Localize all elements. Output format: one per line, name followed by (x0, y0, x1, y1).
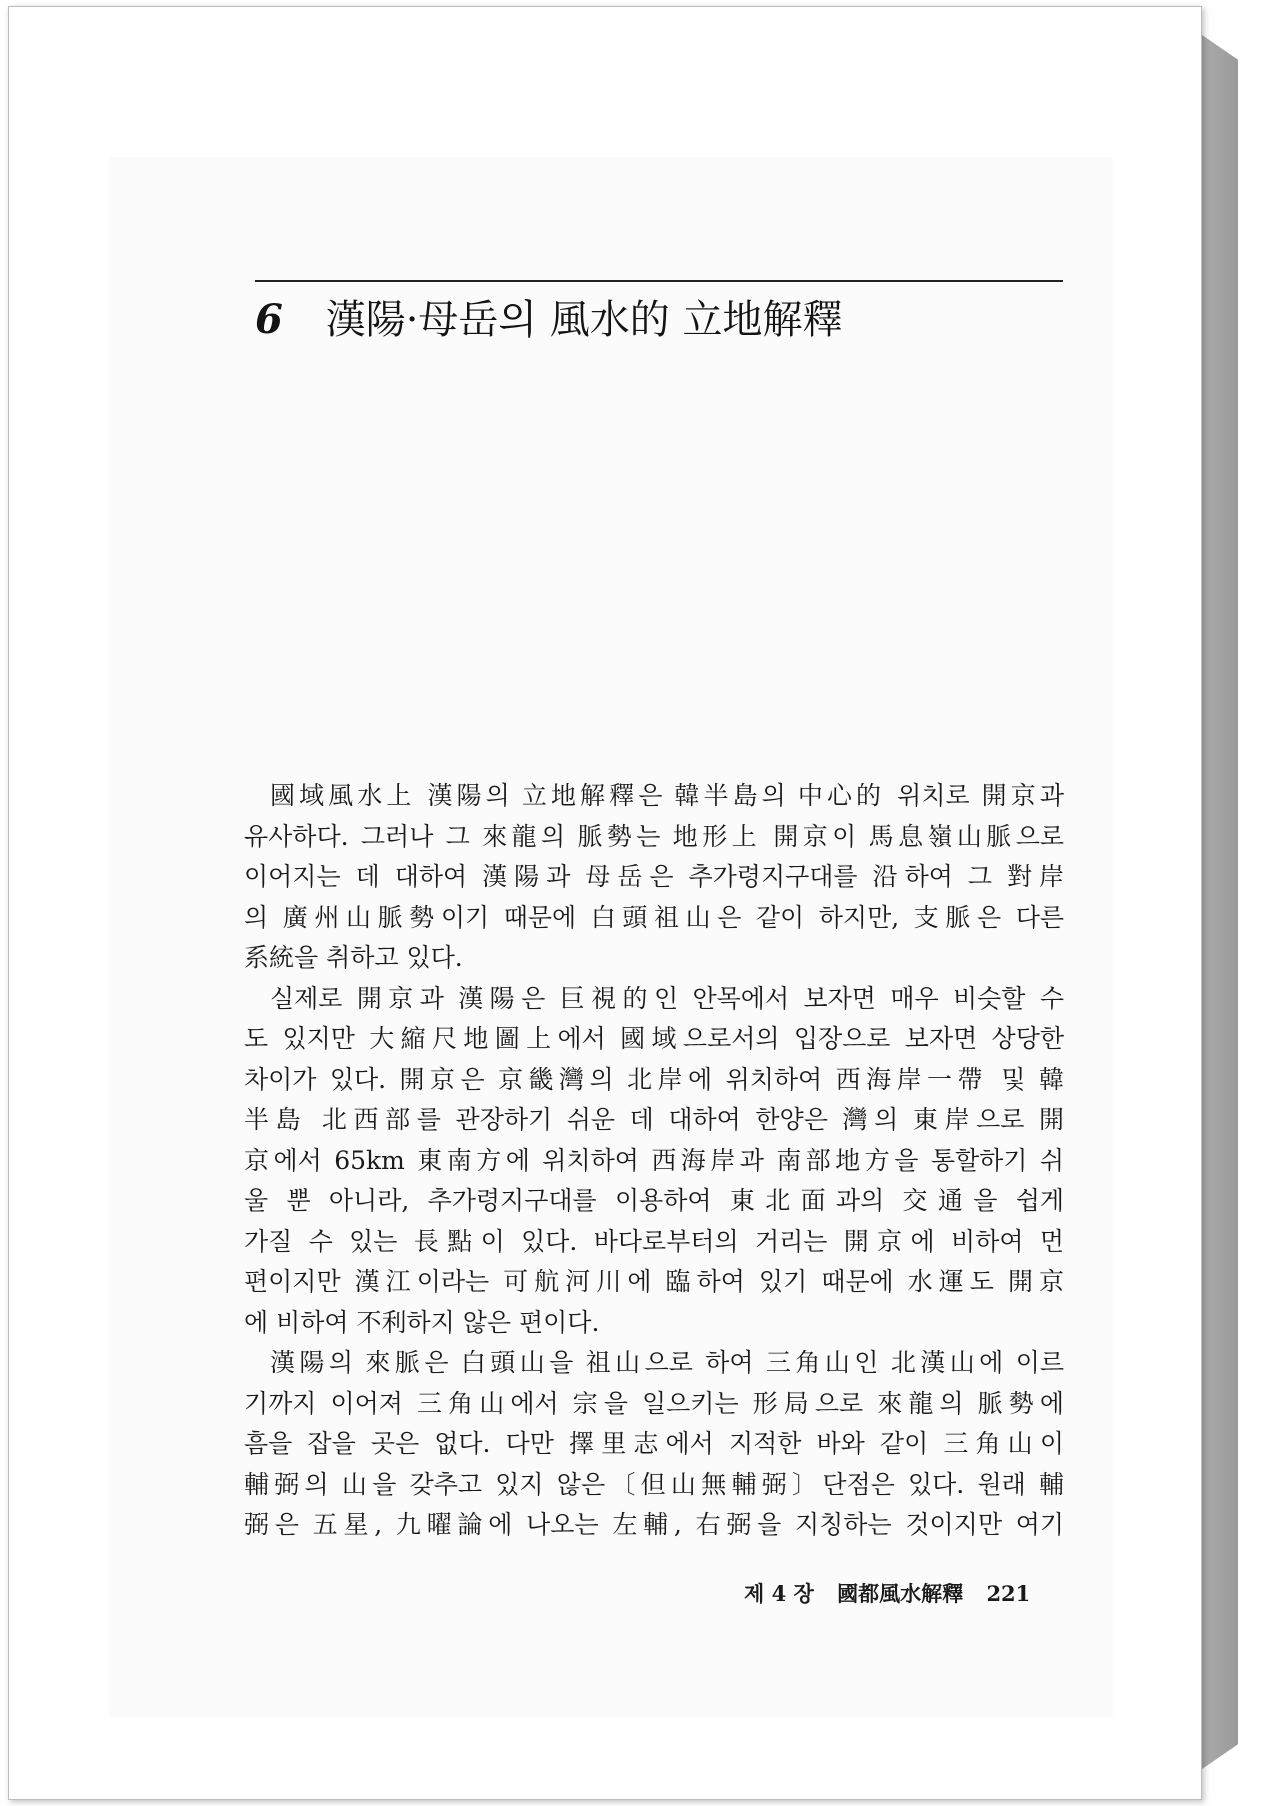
text-line: 울 뿐 아니라, 추가령지구대를 이용하여 東北面과의 交通을 쉽게 (244, 1186, 1064, 1215)
text-line: 가질 수 있는 長點이 있다. 바다로부터의 거리는 開京에 비하여 먼 (244, 1226, 1064, 1256)
text-line: 에 비하여 不利하지 않은 편이다. (244, 1307, 600, 1337)
text-line: 輔弼의 山을 갖추고 있지 않은〔但山無輔弼〕단점은 있다. 원래 輔 (244, 1469, 1064, 1499)
text-line: 차이가 있다. 開京은 京畿灣의 北岸에 위치하여 西海岸一帶 및 韓 (244, 1064, 1064, 1094)
text-line: 弼은 五星, 九曜論에 나오는 左輔, 右弼을 지칭하는 것이지만 여기 (244, 1510, 1064, 1539)
chapter-heading (255, 292, 1063, 348)
chapter-number: 6 (255, 296, 283, 343)
footer-chapter-label: 제 4 장 (744, 1581, 814, 1606)
chapter-title: 漢陽·母岳의 風水的 立地解釋 (325, 297, 843, 343)
text-line: 漢陽의 來脈은 白頭山을 祖山으로 하여 三角山인 北漢山에 이르 (270, 1348, 1064, 1377)
text-line: 이어지는 데 대하여 漢陽과 母岳은 추가령지구대를 沿하여 그 對岸 (244, 862, 1064, 891)
text-line: 도 있지만 大縮尺地圖上에서 國域으로서의 입장으로 보자면 상당한 (244, 1024, 1064, 1053)
text-line: 의 廣州山脈勢이기 때문에 白頭祖山은 같이 하지만, 支脈은 다른 (244, 902, 1064, 932)
text-line: 京에서 65km 東南方에 위치하여 西海岸과 南部地方을 통할하기 쉬 (244, 1145, 1064, 1175)
text-line: 흠을 잡을 곳은 없다. 다만 擇里志에서 지적한 바와 같이 三角山이 (244, 1429, 1064, 1458)
text-line: 半島 北西部를 관장하기 쉬운 데 대하여 한양은 灣의 東岸으로 開 (244, 1105, 1064, 1134)
running-footer (744, 1577, 1064, 1611)
text-line: 國域風水上 漢陽의 立地解釋은 韓半島의 中心的 위치로 開京과 (270, 781, 1064, 810)
chapter-rule (255, 280, 1063, 282)
text-line: 편이지만 漢江이라는 可航河川에 臨하여 있기 때문에 水運도 開京 (244, 1267, 1064, 1296)
body-text (244, 776, 1064, 1546)
text-line: 유사하다. 그러나 그 來龍의 脈勢는 地形上 開京이 馬息嶺山脈으로 (244, 821, 1064, 851)
footer-chapter-title: 國都風水解釋 (837, 1581, 964, 1606)
text-line: 실제로 開京과 漢陽은 巨視的인 안목에서 보자면 매우 비슷할 수 (270, 983, 1064, 1013)
page-number: 221 (986, 1581, 1031, 1606)
text-line: 기까지 이어져 三角山에서 宗을 일으키는 形局으로 來龍의 脈勢에 (244, 1388, 1064, 1418)
text-line: 系統을 취하고 있다. (244, 943, 463, 972)
